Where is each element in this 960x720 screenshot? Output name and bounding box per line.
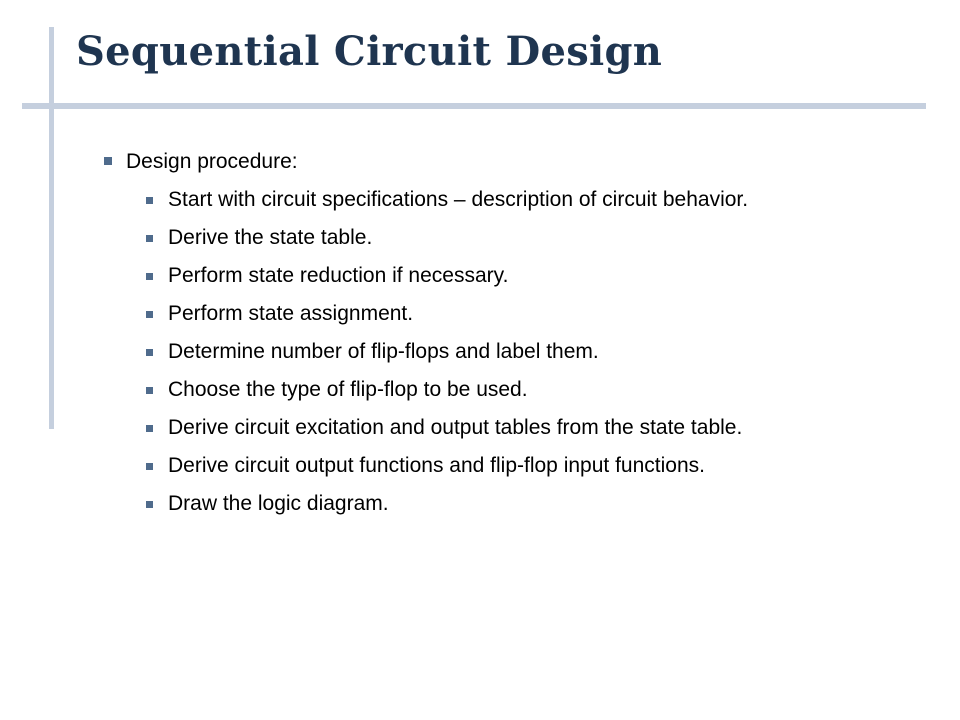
- list-item: [146, 451, 880, 481]
- main-bullet-text: Design procedure:: [126, 150, 298, 173]
- list-item: [146, 413, 880, 443]
- list-item-text: Determine number of flip-flops and label them.: [168, 340, 599, 363]
- square-bullet-icon: [146, 349, 153, 356]
- list-item: [146, 337, 880, 367]
- slide-content: [100, 149, 880, 527]
- list-item: [146, 185, 880, 215]
- square-bullet-icon: [146, 425, 153, 432]
- list-item: [146, 299, 880, 329]
- horizontal-accent-bar: [22, 103, 926, 109]
- list-item: [146, 261, 880, 291]
- square-bullet-icon: [146, 387, 153, 394]
- square-bullet-icon: [146, 463, 153, 470]
- list-item: [146, 223, 880, 253]
- list-item: [146, 489, 880, 519]
- vertical-accent-bar: [49, 27, 54, 429]
- square-bullet-icon: [146, 235, 153, 242]
- list-item-text: Derive circuit excitation and output tables from the state table.: [168, 416, 743, 439]
- list-item: [146, 375, 880, 405]
- list-item-text: Perform state assignment.: [168, 302, 414, 325]
- square-bullet-icon: [146, 273, 153, 280]
- square-bullet-icon: [146, 197, 153, 204]
- list-item-text: Perform state reduction if necessary.: [168, 264, 509, 287]
- list-item-text: Derive the state table.: [168, 226, 373, 249]
- procedure-steps-list: [100, 185, 880, 519]
- square-bullet-icon: [146, 311, 153, 318]
- slide-title: Sequential Circuit Design: [76, 28, 663, 75]
- list-item-text: Draw the logic diagram.: [168, 492, 389, 515]
- square-bullet-icon: [104, 157, 112, 165]
- list-item-text: Start with circuit specifications – description of circuit behavior.: [168, 188, 749, 211]
- list-item-text: Derive circuit output functions and flip-flop input functions.: [168, 454, 705, 477]
- list-item-text: Choose the type of flip-flop to be used.: [168, 378, 528, 401]
- square-bullet-icon: [146, 501, 153, 508]
- main-bullet: [100, 149, 880, 175]
